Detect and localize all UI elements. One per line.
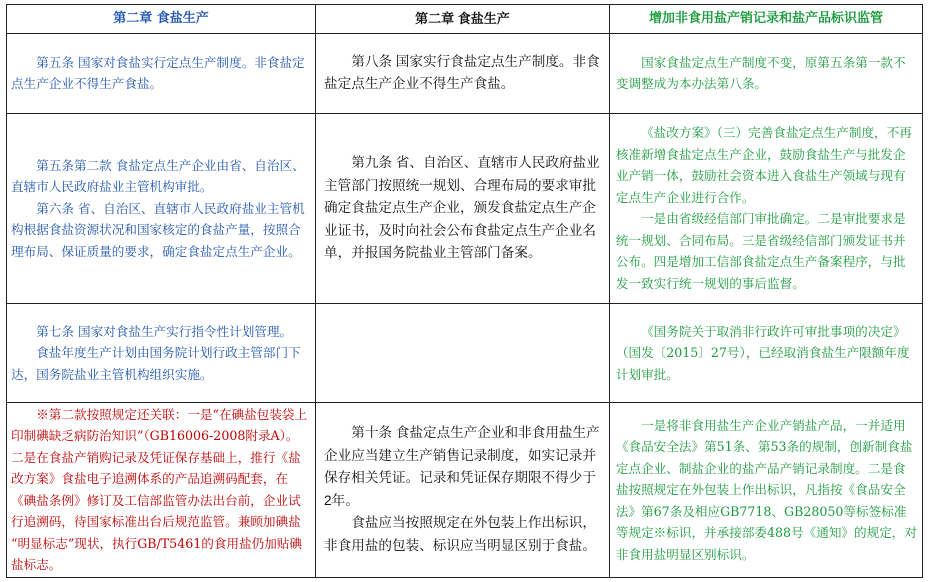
revised-paragraph: 食盐应当按照规定在外包装上作出标识，非食用盐的包装、标识应当明显区别于食盐。	[324, 515, 596, 553]
notes-paragraph: 《国务院关于取消非行政许可审批事项的决定》（国发〔2015〕27号），已经取消食盐生产限额年度计划审批。	[615, 323, 910, 382]
original-cell	[7, 304, 316, 402]
revised-cell	[316, 113, 610, 304]
revised-cell	[316, 402, 610, 577]
revised-cell-empty	[316, 304, 610, 402]
revised-cell	[316, 34, 610, 113]
original-paragraph: ※第二款按照规定还关联：一是“在碘盐包装袋上印制碘缺乏病防治知识”（GB16006-2008附录A）。二是在食盐产销购记录及凭证保存基础上，推行《盐改方案》食盐电子追溯体系的产品追溯码配套，在《碘盐条例》修订及工信部监管办法出台前，企业试行追溯码，待国家标准出台后规范监管。兼顾加碘盐 “明显标志”现状，执行GB/T5461的食用盐仍加贴碘盐标志。	[11, 406, 308, 573]
notes-paragraph: 《盐改方案》（三）完善食盐定点生产制度，不再核准新增食盐定点生产企业，鼓励食盐生产与批发企业产销一体，鼓励社会资本进入食盐生产领域与现有定点生产企业进行合作。	[615, 125, 912, 205]
notes-paragraph: 一是由省级经信部门审批确定。二是审批要求是统一规划、合同布局。三是省级经信部门颁发证书并公布。四是增加工信部食盐定点生产备案程序，与批发一致实行统一规划的事后监督。	[615, 211, 906, 291]
header-revised: 第二章 食盐生产	[316, 5, 610, 34]
original-paragraph: 第五条第二款 食盐定点生产企业由省、自治区、直辖市人民政府盐业主管机构审批。	[11, 157, 305, 195]
notes-cell	[609, 304, 922, 402]
header-notes: 增加非食用盐产销记录和盐产品标识监管	[609, 5, 922, 34]
original-paragraph: 第七条 国家对食盐生产实行指令性计划管理。	[36, 323, 293, 339]
notes-cell	[609, 113, 922, 304]
table-row	[7, 34, 923, 113]
table-row	[7, 113, 923, 304]
original-paragraph: 第五条 国家对食盐实行定点生产制度。非食盐定点生产企业不得生产食盐。	[11, 54, 305, 92]
original-cell	[7, 113, 316, 304]
original-paragraph: 食盐年度生产计划由国务院计划行政主管部门下达，国务院盐业主管机构组织实施。	[11, 345, 301, 382]
original-paragraph: 第六条 省、自治区、直辖市人民政府盐业主管机构根据食盐资源状况和国家核定的食盐产量，按照合理布局、保证质量的要求，确定食盐定点生产企业。	[11, 200, 305, 259]
original-cell	[7, 34, 316, 113]
notes-paragraph: 国家食盐定点生产制度不变，原第五条第一款不变调整成为本办法第八条。	[615, 54, 906, 92]
revised-paragraph: 第九条 省、自治区、直辖市人民政府盐业主管部门按照统一规划、合理布局的要求审批确定食盐定点生产企业，颁发食盐定点生产企业证书，及时向社会公布食盐定点生产企业名单，并报国务院盐业主管部门备案。	[324, 155, 600, 261]
header-row	[7, 5, 923, 34]
revised-paragraph: 第八条 国家实行食盐定点生产制度。非食盐定点生产企业不得生产食盐。	[324, 53, 600, 92]
revised-paragraph: 第十条 食盐定点生产企业和非食用盐生产企业应当建立生产销售记录制度，如实记录并保存相关凭证。记录和凭证保存期限不得少于2年。	[324, 425, 600, 508]
table-row	[7, 304, 923, 402]
header-original: 第二章 食盐生产	[7, 5, 316, 34]
notes-paragraph: 一是将非食用盐生产企业产销盐产品，一并适用《食品安全法》第51条、第53条的规制，创新制食盐定点企业、制盐企业的盐产品产销记录制度。二是食盐按照规定在外包装上作出标识，凡指按《食品安全法》第67条及相应GB7718、GB28050等标签标准等规定※标识，并承接部委488号《通知》的规定，对非食用盐明显区别标识。	[615, 417, 917, 562]
table-row	[7, 402, 923, 577]
comparison-table	[6, 4, 923, 578]
notes-cell	[609, 402, 922, 577]
original-cell	[7, 402, 316, 577]
notes-cell	[609, 34, 922, 113]
